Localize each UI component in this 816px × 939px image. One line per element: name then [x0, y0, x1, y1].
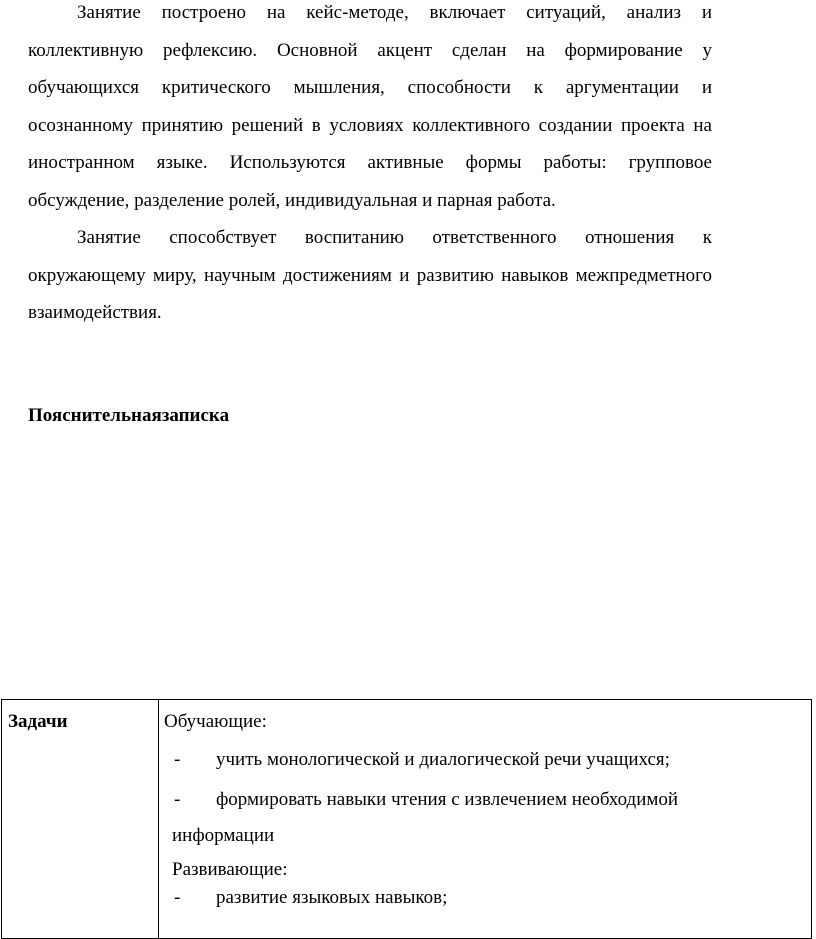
list-item-continuation: информации — [172, 825, 275, 846]
list-bullet: - — [174, 887, 181, 908]
tasks-label: Задачи — [8, 711, 68, 732]
tasks-table — [1, 699, 812, 939]
section-heading: Пояснительнаязаписка — [28, 405, 230, 426]
list-bullet: - — [174, 749, 181, 770]
developmental-title: Развивающие: — [172, 859, 288, 880]
list-bullet: - — [174, 789, 181, 810]
intro-paragraph: Занятие построено на кейс-методе, включает ситуаций, анализ и коллективную рефлексию. Основной акцент сделан на формирование у обучающихся критического мышления, способности к аргументации и осознанному принятию решений в условиях коллективного создании проекта на иностранном языке. Используются активные формы работы: групповое обсуждение, разделение ролей, индивидуальная и парная работа. — [28, 2, 712, 211]
list-item: учить монологической и диалогической речи учащихся; — [216, 749, 670, 770]
list-item: формировать навыки чтения с извлечением необходимой — [216, 789, 679, 810]
educational-title: Обучающие: — [164, 711, 267, 732]
column-divider — [158, 700, 159, 938]
list-item: развитие языковых навыков; — [216, 887, 448, 908]
upbringing-paragraph: Занятие способствует воспитанию ответственного отношения к окружающему миру, научным достижениям и развитию навыков межпредметного взаимодействия. — [28, 227, 712, 323]
